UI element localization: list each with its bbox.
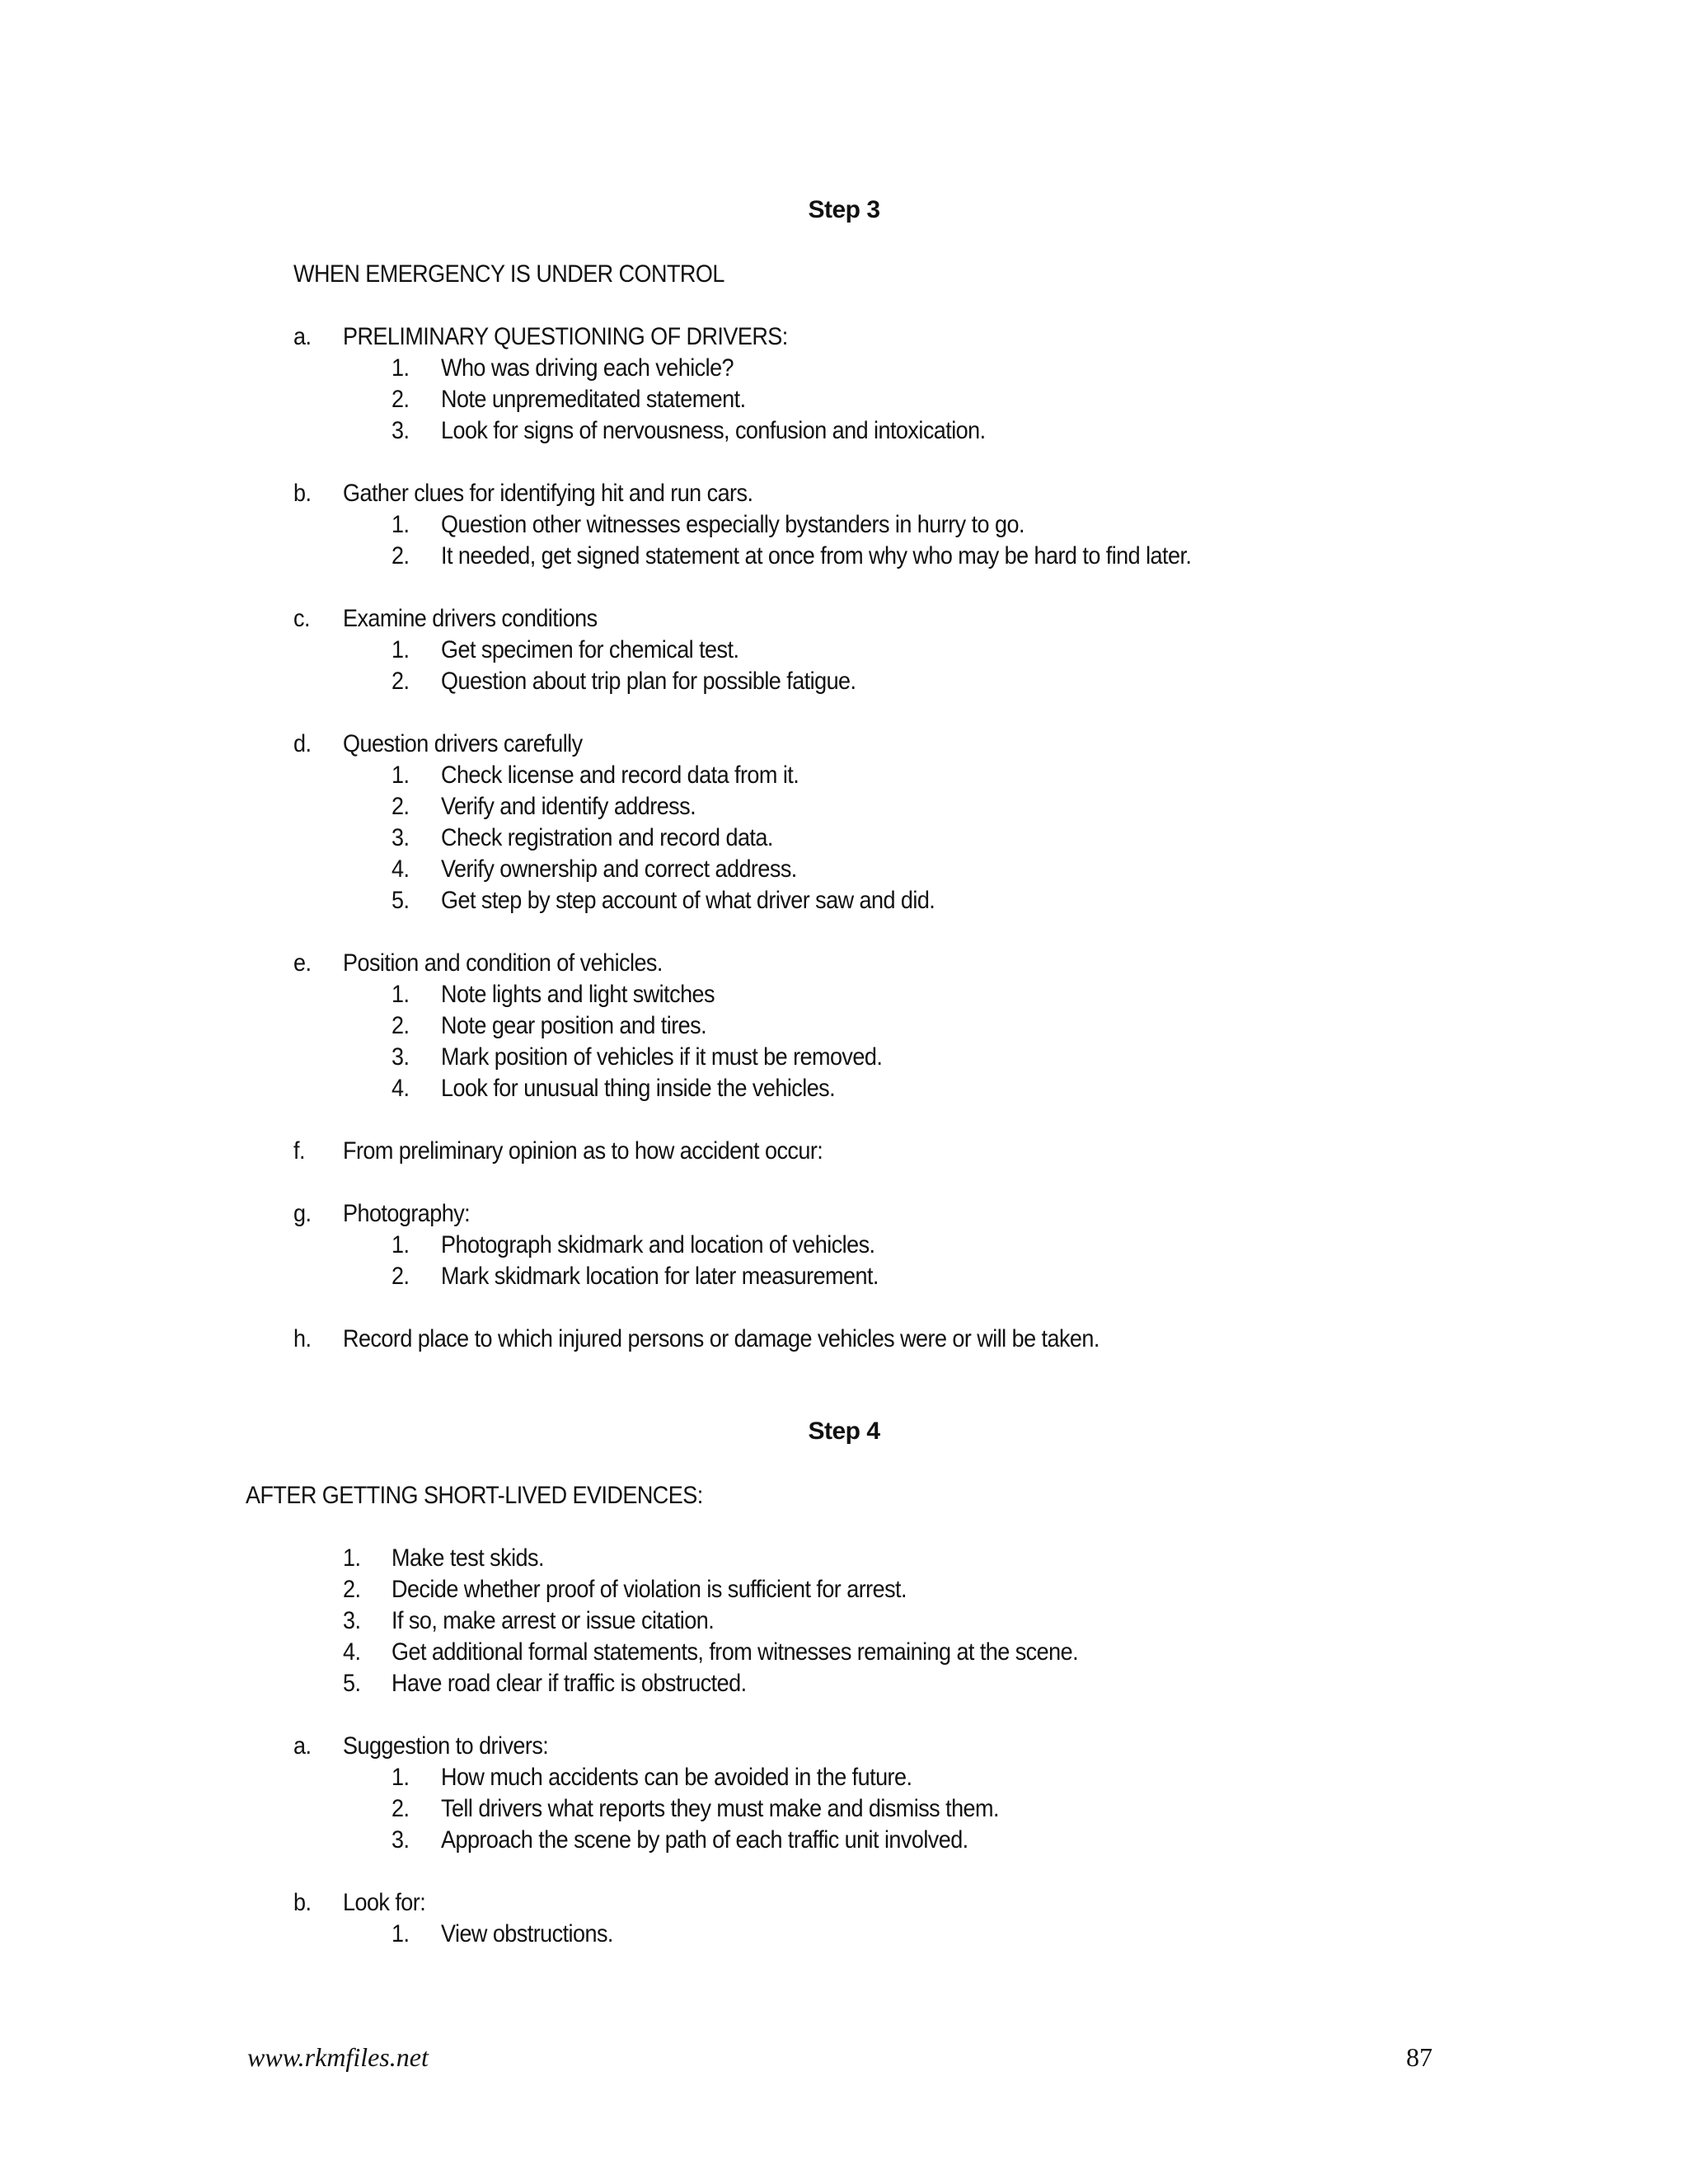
list-item: Mark position of vehicles if it must be removed.: [441, 1043, 883, 1071]
list-item: Get additional formal statements, from witnesses remaining at the scene.: [392, 1638, 1079, 1666]
item-number: 3.: [343, 1607, 361, 1634]
item-number: 2.: [343, 1576, 361, 1603]
list-item: Photograph skidmark and location of vehicles.: [441, 1231, 875, 1258]
item-number: 5.: [392, 887, 410, 914]
item-number: 1.: [392, 511, 410, 538]
section-marker: a.: [293, 323, 312, 350]
section-title: Look for:: [343, 1889, 426, 1916]
section-marker: g.: [293, 1200, 312, 1227]
list-item: Look for signs of nervousness, confusion and intoxication.: [441, 417, 986, 444]
item-number: 1.: [392, 636, 410, 663]
section-title: Question drivers carefully: [343, 730, 583, 757]
item-number: 4.: [343, 1638, 361, 1666]
section-title: Suggestion to drivers:: [343, 1732, 549, 1760]
section-marker: e.: [293, 949, 312, 977]
list-item: Tell drivers what reports they must make and dismiss them.: [441, 1795, 999, 1822]
section-marker: b.: [293, 480, 312, 507]
item-number: 1.: [392, 981, 410, 1008]
item-number: 2.: [392, 793, 410, 820]
step4-heading: Step 4: [808, 1418, 880, 1445]
list-item: Look for unusual thing inside the vehicles.: [441, 1075, 836, 1102]
item-number: 1.: [392, 1920, 410, 1947]
section-marker: b.: [293, 1889, 312, 1916]
list-item: Make test skids.: [392, 1544, 544, 1572]
item-number: 2.: [392, 1263, 410, 1290]
step3-heading: Step 3: [808, 196, 880, 223]
section-title: Record place to which injured persons or damage vehicles were or will be taken.: [343, 1325, 1100, 1352]
item-number: 3.: [392, 1826, 410, 1854]
section-marker: a.: [293, 1732, 312, 1760]
item-number: 1.: [343, 1544, 361, 1572]
list-item: If so, make arrest or issue citation.: [392, 1607, 715, 1634]
list-item: Check license and record data from it.: [441, 762, 799, 789]
section-title: Gather clues for identifying hit and run cars.: [343, 480, 753, 507]
list-item: Get step by step account of what driver saw and did.: [441, 887, 935, 914]
section-marker: h.: [293, 1325, 312, 1352]
section-marker: c.: [293, 605, 310, 632]
item-number: 3.: [392, 417, 410, 444]
footer-website: www.rkmfiles.net: [247, 2042, 429, 2072]
item-number: 3.: [392, 1043, 410, 1071]
list-item: Question other witnesses especially bystanders in hurry to go.: [441, 511, 1025, 538]
list-item: Note gear position and tires.: [441, 1012, 707, 1039]
item-number: 2.: [392, 542, 410, 569]
step4-intro: AFTER GETTING SHORT-LIVED EVIDENCES:: [246, 1482, 703, 1509]
list-item: Get specimen for chemical test.: [441, 636, 739, 663]
list-item: Have road clear if traffic is obstructed.: [392, 1670, 747, 1697]
list-item: Who was driving each vehicle?: [441, 354, 734, 382]
item-number: 1.: [392, 762, 410, 789]
section-title: Photography:: [343, 1200, 471, 1227]
list-item: Verify and identify address.: [441, 793, 696, 820]
list-item: It needed, get signed statement at once from why who may be hard to find later.: [441, 542, 1192, 569]
list-item: Approach the scene by path of each traffic unit involved.: [441, 1826, 968, 1854]
list-item: Mark skidmark location for later measurement.: [441, 1263, 879, 1290]
item-number: 1.: [392, 1764, 410, 1791]
item-number: 5.: [343, 1670, 361, 1697]
item-number: 2.: [392, 668, 410, 695]
list-item: Note unpremeditated statement.: [441, 386, 746, 413]
list-item: Decide whether proof of violation is sufficient for arrest.: [392, 1576, 907, 1603]
section-title: Position and condition of vehicles.: [343, 949, 663, 977]
item-number: 3.: [392, 824, 410, 851]
list-item: View obstructions.: [441, 1920, 613, 1947]
list-item: How much accidents can be avoided in the future.: [441, 1764, 912, 1791]
item-number: 2.: [392, 386, 410, 413]
section-marker: d.: [293, 730, 312, 757]
list-item: Note lights and light switches: [441, 981, 715, 1008]
item-number: 1.: [392, 1231, 410, 1258]
list-item: Verify ownership and correct address.: [441, 855, 797, 883]
item-number: 1.: [392, 354, 410, 382]
item-number: 2.: [392, 1795, 410, 1822]
item-number: 2.: [392, 1012, 410, 1039]
section-title: From preliminary opinion as to how accident occur:: [343, 1137, 823, 1165]
section-title: Examine drivers conditions: [343, 605, 598, 632]
item-number: 4.: [392, 855, 410, 883]
footer-page-number: 87: [1406, 2042, 1432, 2072]
item-number: 4.: [392, 1075, 410, 1102]
section-title: PRELIMINARY QUESTIONING OF DRIVERS:: [343, 323, 788, 350]
step3-intro: WHEN EMERGENCY IS UNDER CONTROL: [293, 260, 724, 288]
list-item: Check registration and record data.: [441, 824, 773, 851]
list-item: Question about trip plan for possible fatigue.: [441, 668, 856, 695]
section-marker: f.: [293, 1137, 305, 1165]
